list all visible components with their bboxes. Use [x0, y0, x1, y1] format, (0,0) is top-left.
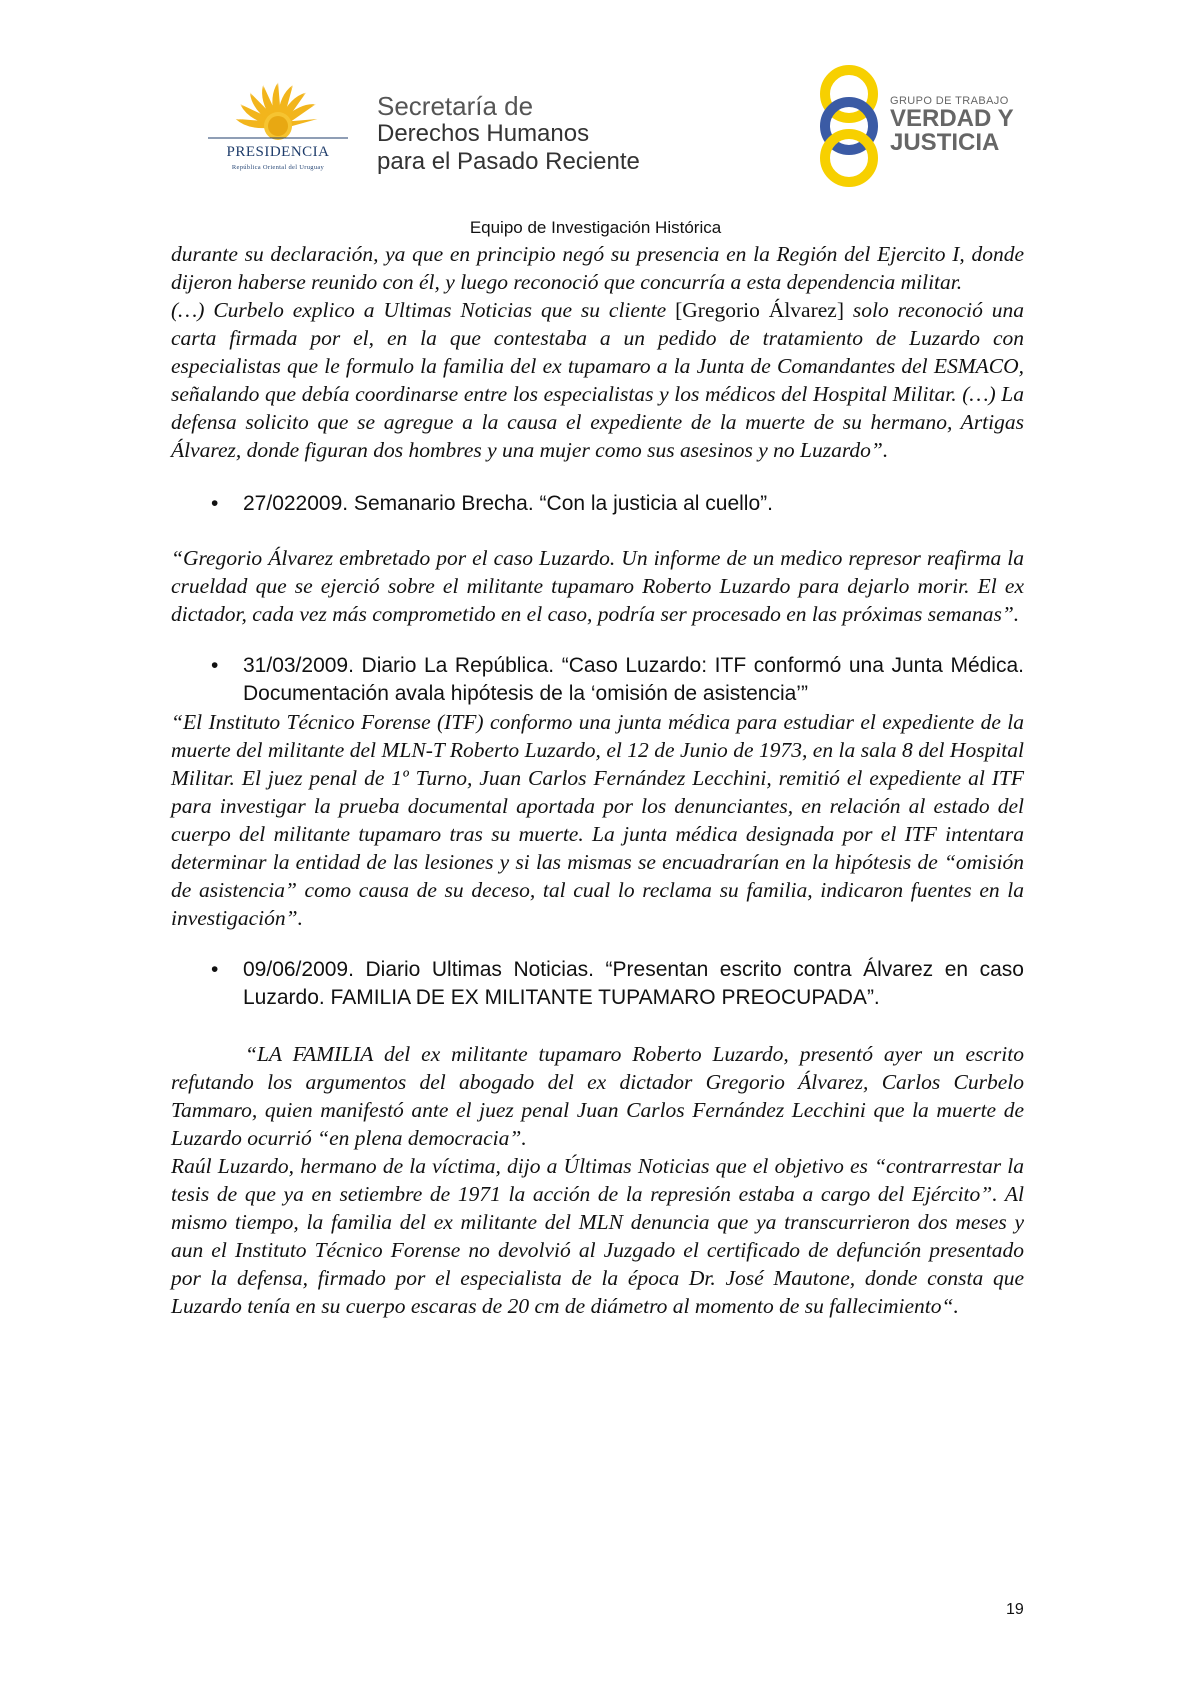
bullet-brecha: • 27/022009. Semanario Brecha. “Con la justicia al cuello”.: [171, 490, 1024, 518]
bracketed-name: [Gregorio Álvarez]: [675, 298, 845, 322]
bullet-dot: •: [211, 654, 219, 677]
paragraph-declaracion: durante su declaración, ya que en principio negó su presencia en la Región del Ejercito I, donde dijeron haberse reunido con él, y luego reconoció que concurría a esta dependencia militar.: [171, 242, 1024, 294]
presidencia-logo: [198, 80, 358, 180]
paragraph-curbelo: [171, 296, 1024, 464]
team-heading: Equipo de Investigación Histórica: [469, 218, 722, 237]
secretaria-line-2: Derechos Humanos: [377, 120, 590, 147]
page-header: [0, 0, 1191, 237]
quote-republica: “El Instituto Técnico Forense (ITF) conformo una junta médica para estudiar el expediente de la muerte del militante del MLN-T Roberto Luzardo, el 12 de Junio de 1973, en la sala 8 del Hospital Militar. El juez penal de 1º Turno, Juan Carlos Fernández Lecchini, remitió el expediente al ITF para investigar la prueba documental aportada por los denunciantes, en relación al estado del cuerpo del militante tupamaro tras su muerte. La junta médica designada por el ITF intentara determinar la entidad de las lesiones y si las mismas se encuadrarían en la hipótesis de “omisión de asistencia” como causa de su deceso, tal cual lo reclama su familia, indicaron fuentes en la investigación”.: [171, 710, 1024, 930]
page-number: 19: [1006, 1601, 1024, 1618]
secretaria-line-3: para el Pasado Reciente: [377, 148, 640, 175]
bullet-republica: • 31/03/2009. Diario La República. “Caso Luzardo: ITF conformó una Junta Médica. Documentación avala hipótesis de la ‘omisión de asistencia’”: [211, 654, 1024, 705]
grupo-line-3: JUSTICIA: [890, 129, 1000, 156]
secretaria-title: [377, 92, 640, 176]
grupo-line-1: GRUPO DE TRABAJO: [890, 95, 1009, 107]
quote-brecha: “Gregorio Álvarez embretado por el caso Luzardo. Un informe de un medico represor reafirma la crueldad que se ejerció sobre el militante tupamaro Roberto Luzardo para dejarlo morir. El ex dictador, cada vez más comprometido en el caso, podría ser procesado en las próximas semanas”.: [171, 546, 1024, 626]
quote-la-familia: “LA FAMILIA del ex militante tupamaro Roberto Luzardo, presentó ayer un escrito refutando los argumentos del abogado del ex dictador Gregorio Álvarez, Carlos Curbelo Tammaro, quien manifestó ante el juez penal Juan Carlos Fernández Lecchini que la muerte de Luzardo ocurrió “en plena democracia”.: [171, 1042, 1024, 1150]
paragraph-curbelo-c: solo reconoció una carta firmada por el, en la que contestaba a un pedido de tratamiento de Luzardo con especialistas que le formulo la familia del ex tupamaro a la Junta de Comandantes del ESMACO, señalando que debía coordinarse entre los especialistas y los médicos del Hospital Militar. (…) La defensa solicito que se agregue a la causa el expediente de la muerte de su hermano, Artigas Álvarez, donde figuran dos hombres y una mujer como sus asesinos y no Luzardo”.: [171, 298, 1024, 462]
bullet-dot: •: [211, 492, 219, 515]
grupo-trabajo-logo-text: [890, 95, 1014, 155]
interlocked-rings-icon: [814, 62, 884, 190]
quote-raul-luzardo: Raúl Luzardo, hermano de la víctima, dijo a Últimas Noticias que el objetivo es “contrarrestar la tesis de que ya en setiembre de 1971 la acción de la represión estaba a cargo del Ejército”. Al mismo tiempo, la familia del ex militante del MLN denuncia que ya transcurrieron dos meses y aun el Instituto Técnico Forense no devolvió al Juzgado el certificado de defunción presentado por la defensa, firmado por el especialista de la época Dr. José Mautone, donde consta que Luzardo tenía en su cuerpo escaras de 20 cm de diámetro al momento de su fallecimiento“.: [171, 1154, 1024, 1318]
presidencia-subtitle: República Oriental del Uruguay: [231, 164, 325, 171]
grupo-line-2: VERDAD Y: [890, 105, 1014, 132]
presidencia-name: PRESIDENCIA: [226, 144, 330, 160]
paragraph-curbelo-a: (…) Curbelo explico a Ultimas Noticias que su cliente: [171, 298, 676, 322]
document-body: [171, 240, 1024, 1320]
bullet-dot: •: [211, 958, 219, 981]
bullet-ultimas-noticias: • 09/06/2009. Diario Ultimas Noticias. “Presentan escrito contra Álvarez en caso Luzardo. FAMILIA DE EX MILITANTE TUPAMARO PREOCUPADA”.: [211, 958, 1024, 1009]
sun-icon: [198, 78, 358, 148]
secretaria-line-1: Secretaría de: [377, 91, 534, 121]
